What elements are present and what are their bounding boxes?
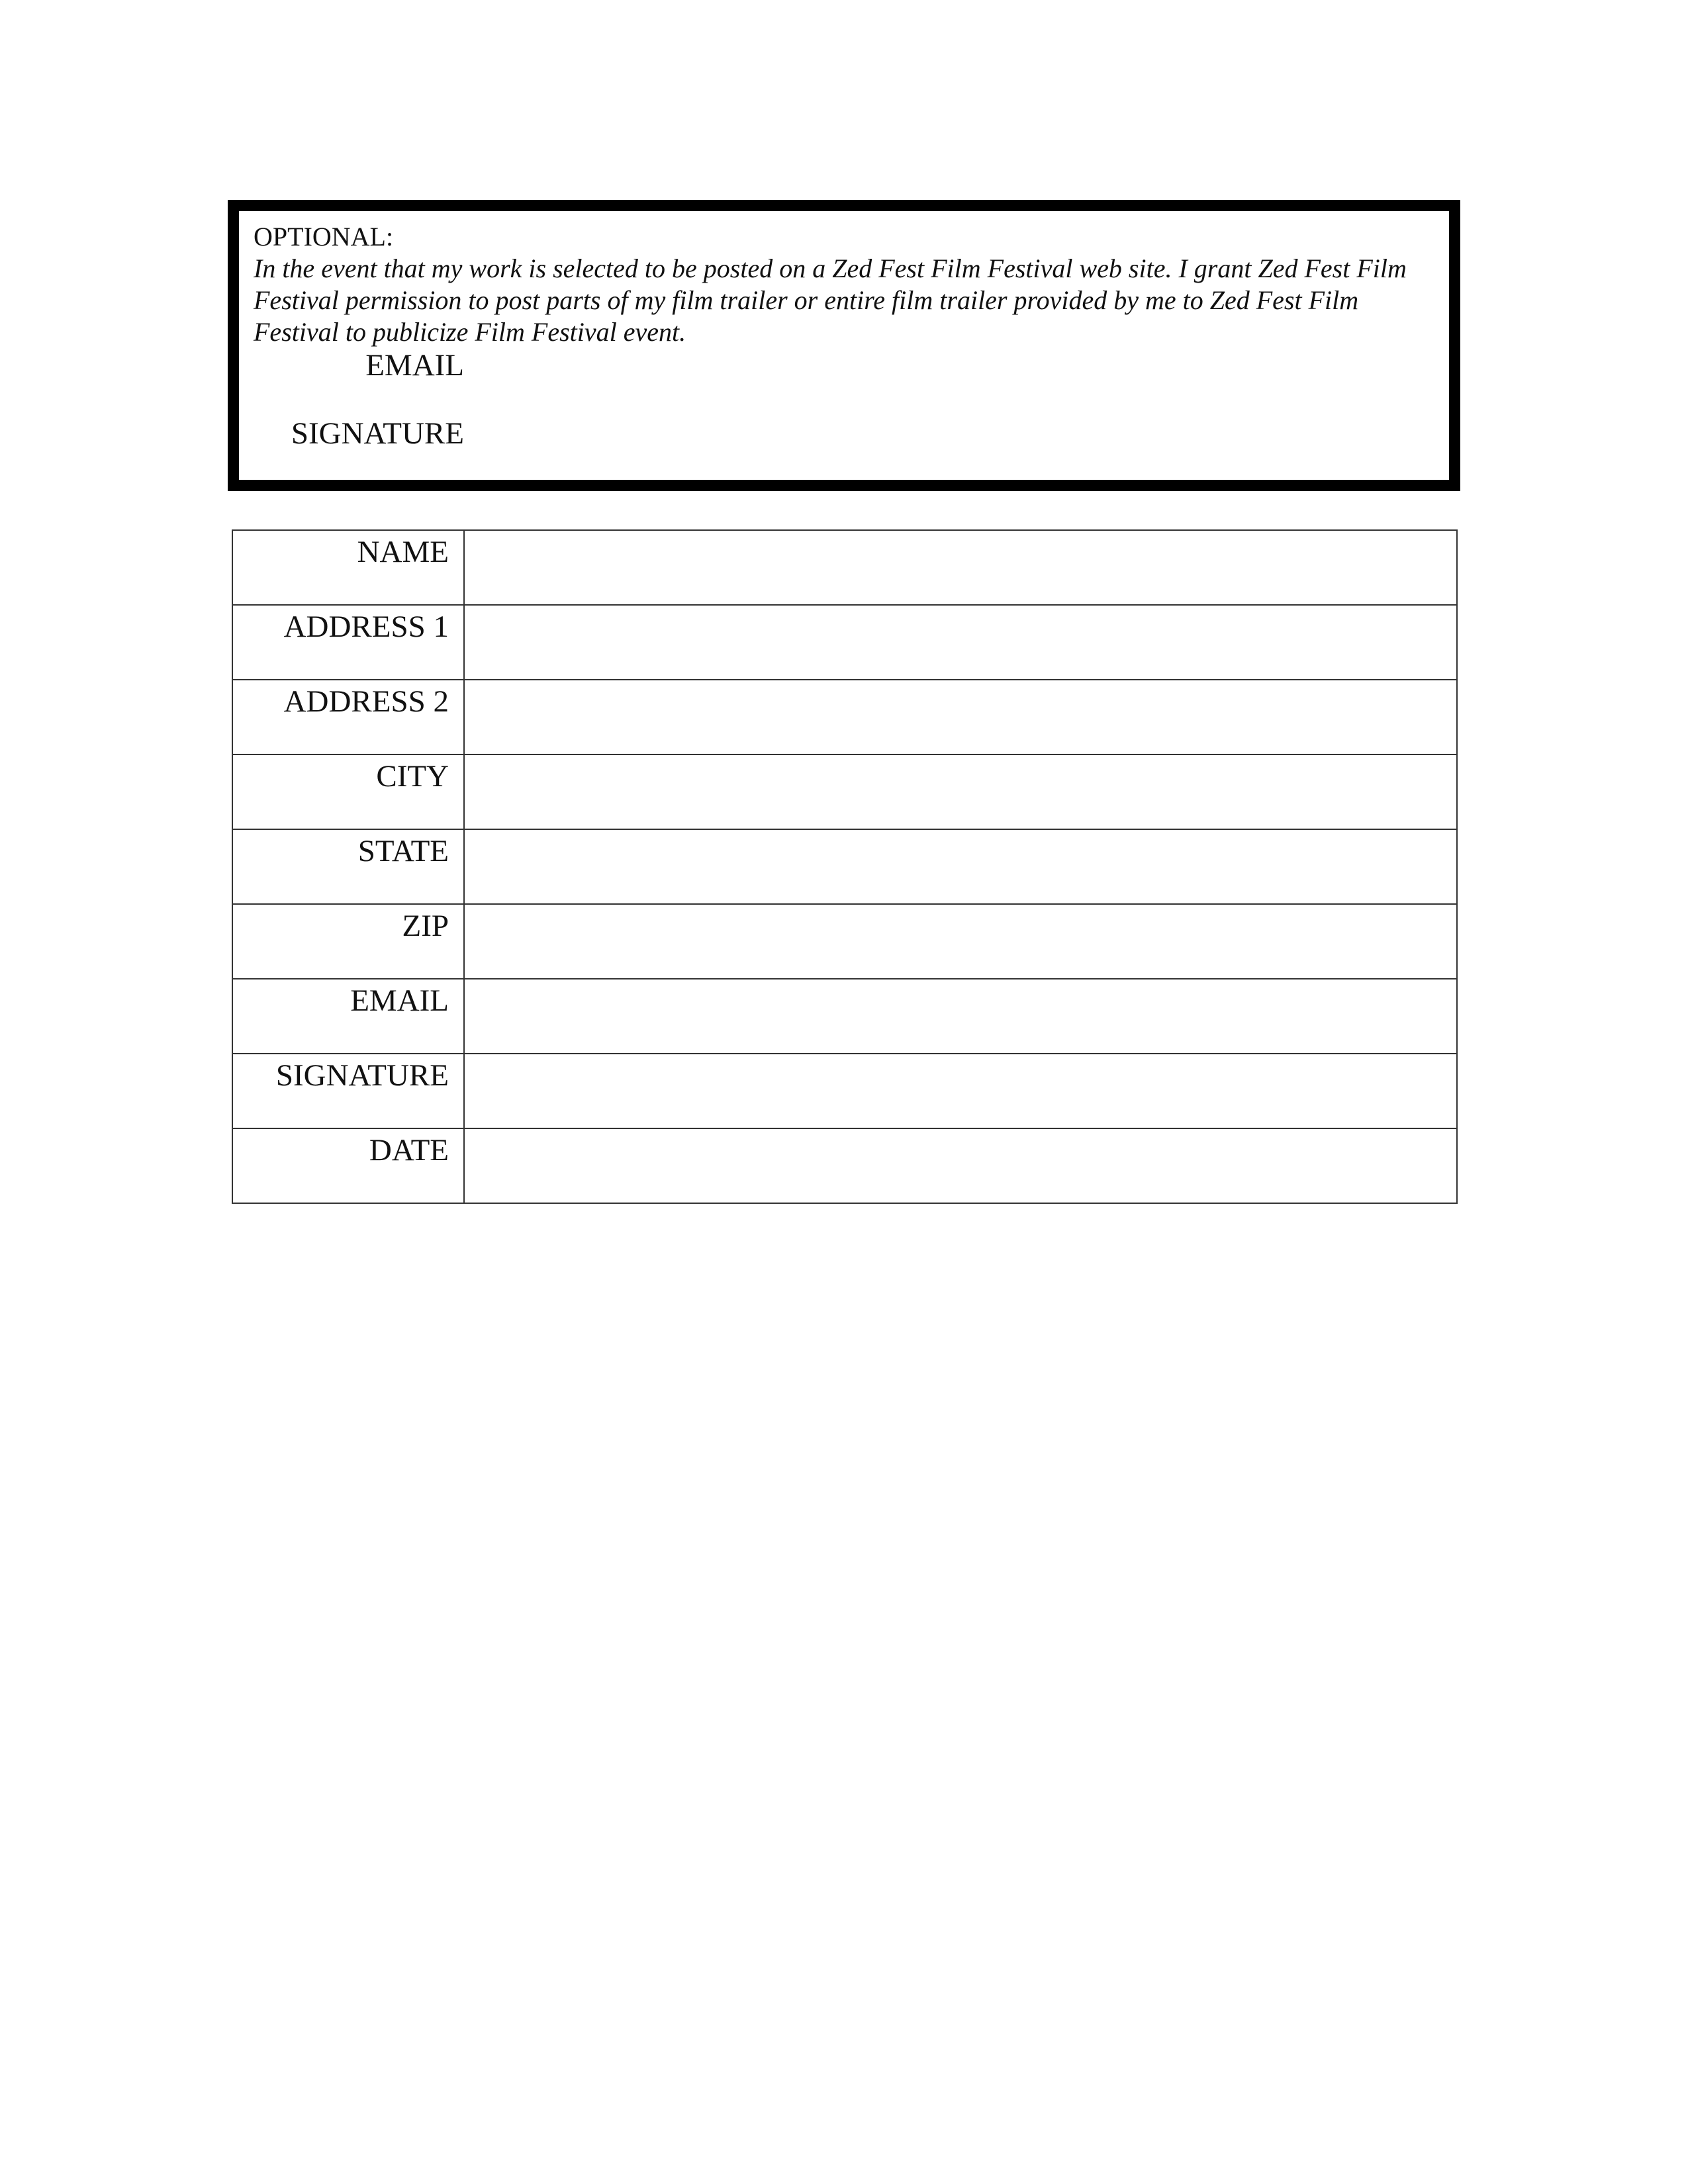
address-1-label: ADDRESS 1 <box>232 605 464 680</box>
name-label: NAME <box>232 530 464 605</box>
name-field[interactable] <box>464 530 1457 605</box>
signature-label: SIGNATURE <box>232 1054 464 1128</box>
contact-info-table <box>232 529 1458 1204</box>
address-1-field[interactable] <box>464 605 1457 680</box>
city-field[interactable] <box>464 754 1457 829</box>
email-label: EMAIL <box>232 979 464 1054</box>
table-row <box>232 829 1457 904</box>
optional-email-label: EMAIL <box>365 348 464 383</box>
zip-field[interactable] <box>464 904 1457 979</box>
table-row <box>232 904 1457 979</box>
state-label: STATE <box>232 829 464 904</box>
date-label: DATE <box>232 1128 464 1203</box>
optional-heading: OPTIONAL: <box>254 222 394 251</box>
table-row <box>232 979 1457 1054</box>
consent-statement: In the event that my work is selected to be posted on a Zed Fest Film Festival web site. I grant Zed Fest Film Festival permission to post parts of my film trailer or entire film trailer provided by me to Zed Fest Film Festival to publicize Film Festival event. <box>254 253 1407 347</box>
table-row <box>232 1054 1457 1128</box>
state-field[interactable] <box>464 829 1457 904</box>
city-label: CITY <box>232 754 464 829</box>
optional-permission-box <box>228 200 1460 491</box>
date-field[interactable] <box>464 1128 1457 1203</box>
table-row <box>232 530 1457 605</box>
table-row <box>232 605 1457 680</box>
table-row <box>232 754 1457 829</box>
signature-field[interactable] <box>464 1054 1457 1128</box>
zip-label: ZIP <box>232 904 464 979</box>
table-row <box>232 680 1457 754</box>
table-row <box>232 1128 1457 1203</box>
optional-signature-label: SIGNATURE <box>291 416 464 451</box>
address-2-field[interactable] <box>464 680 1457 754</box>
email-field[interactable] <box>464 979 1457 1054</box>
address-2-label: ADDRESS 2 <box>232 680 464 754</box>
